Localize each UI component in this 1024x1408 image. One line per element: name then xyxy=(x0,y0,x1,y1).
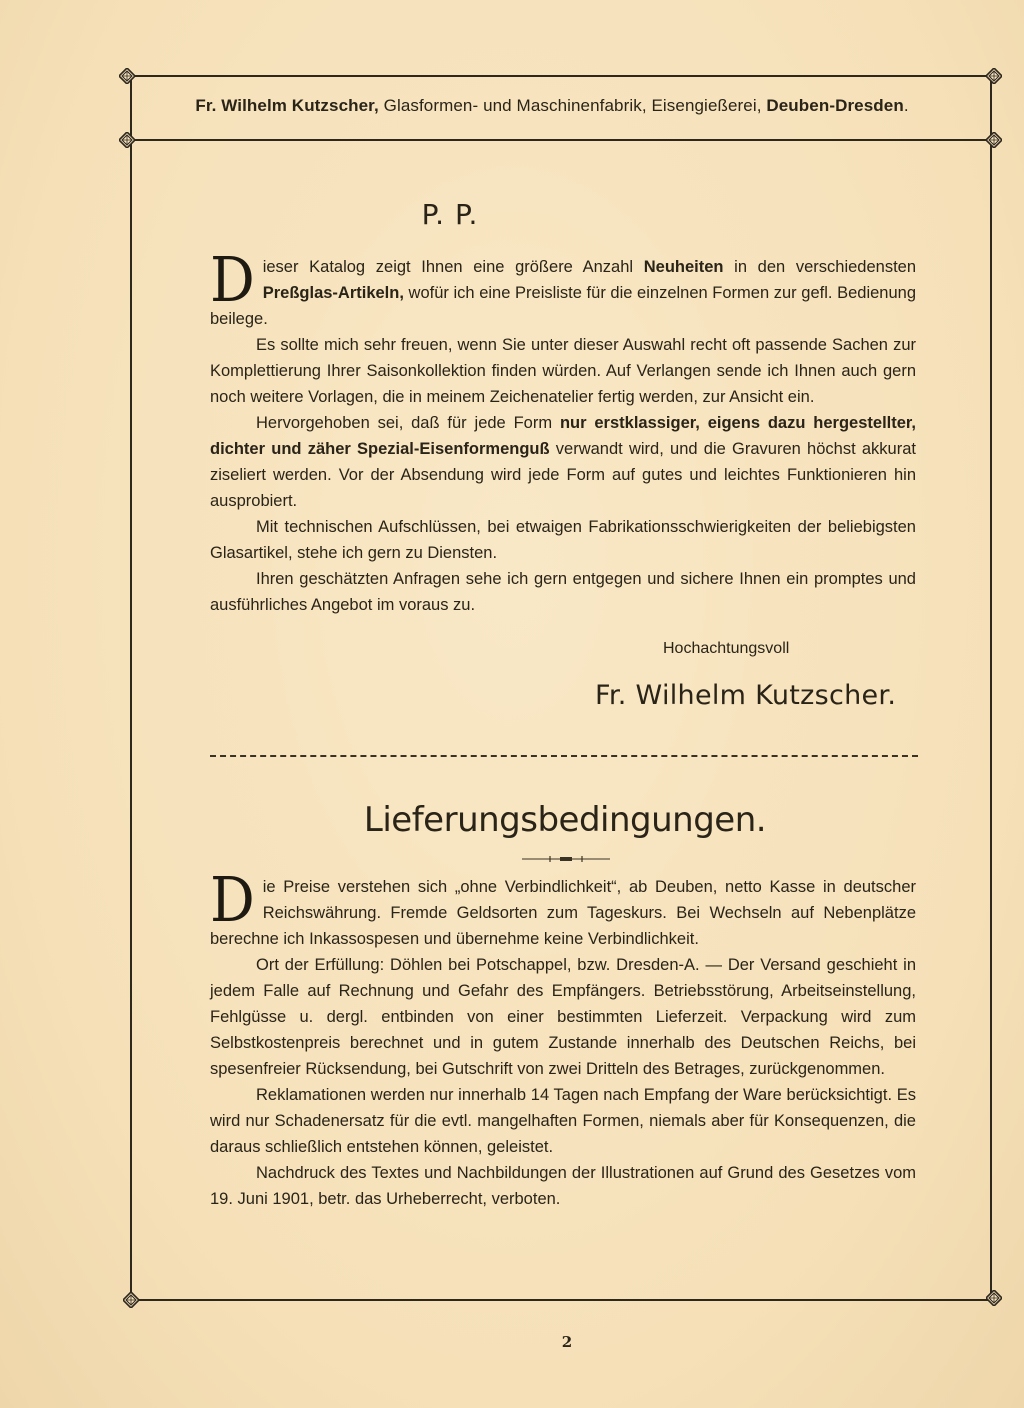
letter-closing: Hochachtungsvoll xyxy=(663,640,790,657)
letter-paragraph xyxy=(210,243,917,332)
frame-left-rule xyxy=(130,76,132,1300)
company-location: Deuben-Dresden xyxy=(766,96,904,115)
diamond-ornament-icon xyxy=(119,132,135,148)
emphasis-text: Neuheiten xyxy=(643,258,724,276)
paragraph-text: verwandt wird, und die Gravuren höchst akkurat ziseliert werden. Vor der Absendung wird jede Form auf gutes und leichtes Funktionieren hin ausprobiert. xyxy=(210,440,916,510)
letter-paragraph: Ihren geschätzten Anfragen sehe ich gern entgegen und sichere Ihnen ein promptes und ausführliches Angebot im voraus zu. xyxy=(210,570,916,614)
emphasis-text: nur erstklassiger, eigens dazu hergestellter, dichter und zäher Spezial-Eisenformenguß xyxy=(210,414,916,458)
drop-cap: D xyxy=(210,863,255,936)
drop-cap: D xyxy=(210,243,255,316)
diamond-ornament-icon xyxy=(986,68,1002,84)
terms-paragraph xyxy=(210,863,916,952)
letterhead-period: . xyxy=(903,96,909,115)
letter-salutation: P. P. xyxy=(421,198,479,231)
terms-paragraph: Nachdruck des Textes und Nachbildungen der Illustrationen auf Grund des Gesetzes vom 19. Juni 1901, betr. das Urheberrecht, verboten. xyxy=(210,1164,916,1208)
frame-top-rule xyxy=(128,75,994,77)
page-number: 2 xyxy=(561,1333,573,1351)
letterhead xyxy=(130,96,974,116)
letter-signature: Fr. Wilhelm Kutzscher. xyxy=(595,680,897,711)
paragraph-text: ie Preise verstehen sich „ohne Verbindlichkeit“, ab Deuben, netto Kasse in deutscher Reichswährung. Fremde Geldsorten zum Tageskurs. Bei Wechseln auf Nebenplätze berechne ich Inkassospesen und übernehme keine Verbindlichkeit. xyxy=(210,878,916,948)
letter-paragraph: Mit technischen Aufschlüssen, bei etwaigen Fabrikationsschwierigkeiten der beliebigsten Glasartikel, stehe ich gern zu Diensten. xyxy=(210,518,916,562)
terms-title: Lieferungsbedingungen. xyxy=(363,800,767,840)
section-divider xyxy=(210,755,918,757)
terms-body xyxy=(210,863,916,1212)
flourish-ornament-icon xyxy=(522,851,610,861)
letter-paragraph: Es sollte mich sehr freuen, wenn Sie unter dieser Auswahl recht oft passende Sachen zur Komplettierung Ihrer Saisonkollektion finden würden. Auf Verlangen sende ich Ihnen auch gern noch weitere Vorlagen, die in meinem Zeichenatelier fertig werden, zur Ansicht ein. xyxy=(210,336,916,406)
emphasis-text: Preßglas-Artikeln, xyxy=(262,284,404,302)
diamond-ornament-icon xyxy=(119,68,135,84)
diamond-ornament-icon xyxy=(123,1292,139,1308)
letter-paragraph xyxy=(210,410,916,514)
frame-right-rule xyxy=(990,76,992,1300)
terms-paragraph: Ort der Erfüllung: Döhlen bei Potschappel, bzw. Dresden-A. — Der Versand geschieht in jedem Falle auf Rechnung und Gefahr des Empfängers. Betriebsstörung, Arbeitseinstellung, Fehlgüsse u. dergl. entbinden von einer bestimmten Lieferzeit. Verpackung wird zum Selbstkostenpreis berechnet und in gutem Zustande innerhalb des Deutschen Reichs, bei spesenfreier Rücksendung, bei Gutschrift von zwei Dritteln des Betrages, zurückgenommen. xyxy=(210,956,916,1078)
paragraph-text: in den verschiedensten xyxy=(723,258,917,276)
company-name: Fr. Wilhelm Kutzscher, xyxy=(195,96,379,115)
paragraph-text: ieser Katalog zeigt Ihnen eine größere Anzahl xyxy=(262,258,644,276)
diamond-ornament-icon xyxy=(986,1290,1002,1306)
letter-body xyxy=(210,243,917,618)
company-description: Glasformen- und Maschinenfabrik, Eisengießerei, xyxy=(378,96,767,115)
frame-bottom-rule xyxy=(132,1299,994,1301)
paragraph-text: wofür ich eine Preisliste für die einzelnen Formen zur gefl. Bedienung beilege. xyxy=(210,284,916,328)
paragraph-text: Hervorgehoben sei, daß für jede Form xyxy=(256,414,560,432)
frame-header-rule xyxy=(128,139,994,141)
terms-paragraph: Reklamationen werden nur innerhalb 14 Tagen nach Empfang der Ware berücksichtigt. Es wird nur Schadenersatz für die evtl. mangelhaften Formen, niemals aber für Konsequenzen, die daraus schließlich entstehen können, geleistet. xyxy=(210,1086,916,1156)
diamond-ornament-icon xyxy=(986,132,1002,148)
